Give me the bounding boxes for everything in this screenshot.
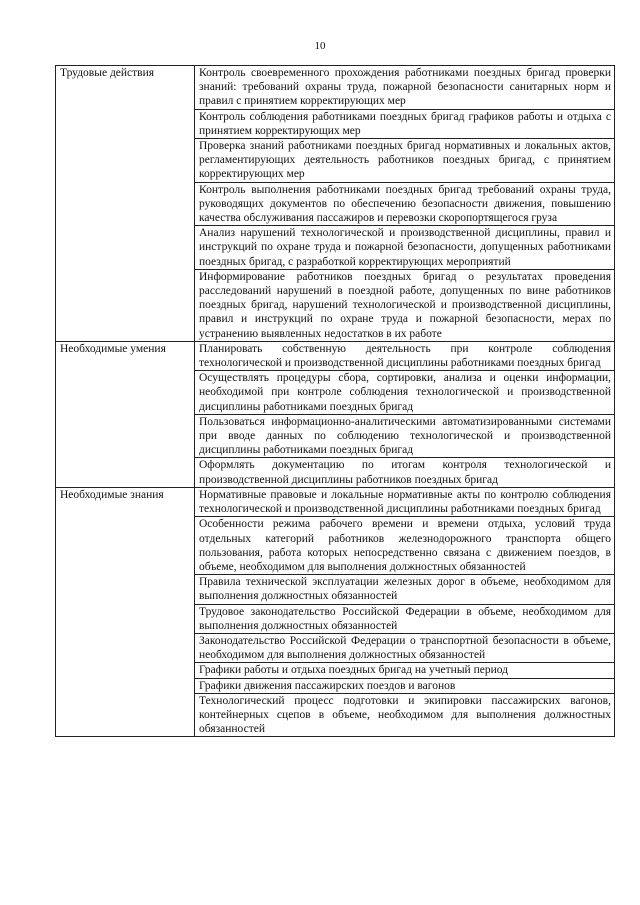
skill-item: Оформлять документацию по итогам контроля технологической и производственной дисциплины работников поездных бригад	[195, 458, 615, 487]
table-row	[56, 66, 615, 110]
skill-item: Осуществлять процедуры сбора, сортировки, анализа и оценки информации, необходимой при контроле соблюдения технологической и производственной дисциплины работниками поездных бригад	[195, 371, 615, 415]
labor-action-item: Контроль соблюдения работниками поездных бригад графиков работы и отдыха с принятием корректирующих мер	[195, 109, 615, 138]
knowledge-item: Технологический процесс подготовки и экипировки пассажирских вагонов, контейнерных сцепов в объеме, необходимом для выполнения должностных обязанностей	[195, 693, 615, 737]
knowledge-item: Законодательство Российской Федерации о транспортной безопасности в объеме, необходимом для выполнения должностных обязанностей	[195, 633, 615, 662]
knowledge-item: Правила технической эксплуатации железных дорог в объеме, необходимом для выполнения должностных обязанностей	[195, 575, 615, 604]
section-label-required-skills: Необходимые умения	[56, 341, 195, 487]
requirements-table	[55, 65, 615, 737]
skill-item: Пользоваться информационно-аналитическими автоматизированными системами при вводе данных по соблюдению технологической и производственной дисциплины работниками поездных бригад	[195, 414, 615, 458]
knowledge-item: Нормативные правовые и локальные нормативные акты по контролю соблюдения технологической и производственной дисциплины работниками поездных бригад	[195, 487, 615, 516]
section-label-required-knowledge: Необходимые знания	[56, 487, 195, 736]
labor-action-item: Контроль выполнения работниками поездных бригад требований охраны труда, руководящих документов по обеспечению безопасности движения, повышению качества обслуживания пассажиров и перевозки скоропортящегося груза	[195, 182, 615, 226]
knowledge-item: Трудовое законодательство Российской Федерации в объеме, необходимом для выполнения должностных обязанностей	[195, 604, 615, 633]
skill-item: Планировать собственную деятельность при контроле соблюдения технологической и производственной дисциплины работниками поездных бригад	[195, 341, 615, 370]
knowledge-item: Графики работы и отдыха поездных бригад на учетный период	[195, 663, 615, 678]
labor-action-item: Информирование работников поездных бригад о результатах проведения расследований нарушений в поездной работе, допущенных по вине работников поездных бригад, нарушений технологической и производственной дисциплины, правил и инструкций по охране труда и пожарной безопасности, мерах по устранению выявленных недостатков в их работе	[195, 269, 615, 341]
knowledge-item: Графики движения пассажирских поездов и вагонов	[195, 678, 615, 693]
labor-action-item: Проверка знаний работниками поездных бригад нормативных и локальных актов, регламентирующих деятельность работников поездных бригад, с принятием корректирующих мер	[195, 139, 615, 183]
section-label-labor-actions: Трудовые действия	[56, 66, 195, 342]
page-number: 10	[314, 40, 326, 52]
knowledge-item: Особенности режима рабочего времени и времени отдыха, условий труда отдельных категорий работников железнодорожного транспорта общего пользования, работа которых непосредственно связана с движением поездов, в объеме, необходимом для выполнения должностных обязанностей	[195, 517, 615, 575]
labor-action-item: Анализ нарушений технологической и производственной дисциплины, правил и инструкций по охране труда и пожарной безопасности, допущенных работниками поездных бригад, с разработкой корректирующих мероприятий	[195, 226, 615, 270]
table-row	[56, 487, 615, 516]
labor-action-item: Контроль своевременного прохождения работниками поездных бригад проверки знаний: требований охраны труда, пожарной безопасности санитарных норм и правил с принятием корректирующих мер	[195, 66, 615, 110]
table-row	[56, 341, 615, 370]
